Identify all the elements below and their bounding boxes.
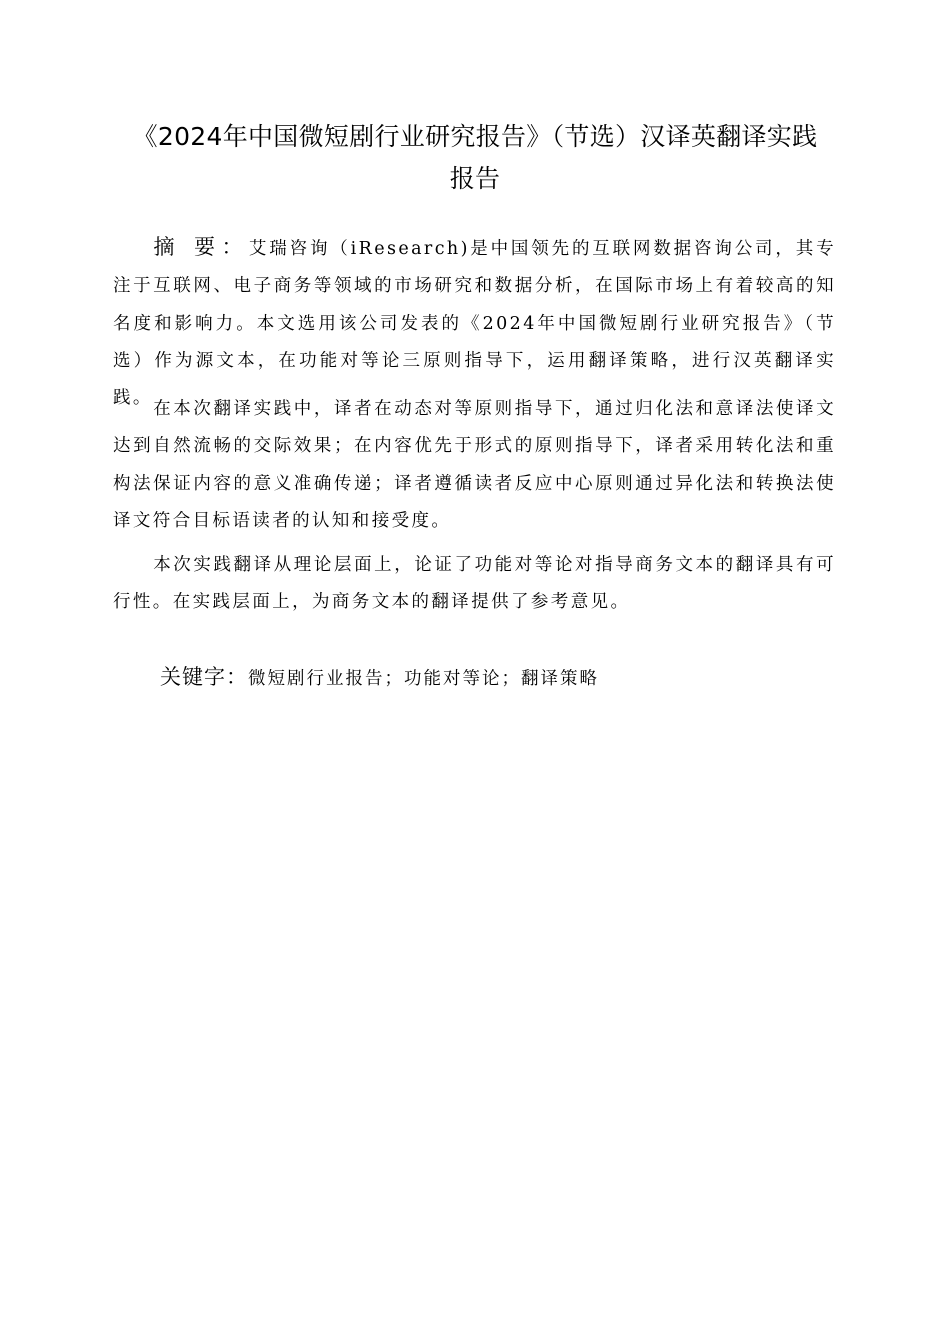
title-line-2: 报告	[449, 164, 501, 193]
title-line-1: 《2024年中国微短剧行业研究报告》（节选）汉译英翻译实践	[132, 122, 818, 151]
keywords-line	[160, 660, 850, 696]
abstract-text: 艾瑞咨询（iResearch)是中国领先的互联网数据咨询公司，其专注于互联网、电子商务等领域的市场研究和数据分析，在国际市场上有着较高的知名度和影响力。本文选用该公司发表的《2024年中国微短剧行业研究报告》（节选）作为源文本，在功能对等论三原则指导下，运用翻译策略，进行汉英翻译实践。	[113, 239, 836, 409]
keywords-label: 关键字：	[160, 665, 248, 689]
keywords-text: 微短剧行业报告；功能对等论；翻译策略	[248, 669, 599, 689]
body-paragraph-2	[113, 391, 836, 540]
paragraph-3-text: 本次实践翻译从理论层面上，论证了功能对等论对指导商务文本的翻译具有可行性。在实践层面上，为商务文本的翻译提供了参考意见。	[113, 555, 836, 613]
abstract-paragraph	[113, 229, 836, 417]
abstract-label: 摘 要：	[153, 235, 249, 259]
paragraph-2-text: 在本次翻译实践中，译者在动态对等原则指导下，通过归化法和意译法使译文达到自然流畅的交际效果；在内容优先于形式的原则指导下，译者采用转化法和重构法保证内容的意义准确传递；译者遵循读者反应中心原则通过异化法和转换法使译文符合目标语读者的认知和接受度。	[113, 399, 836, 531]
document-title	[100, 116, 850, 200]
body-paragraph-3	[113, 547, 836, 622]
